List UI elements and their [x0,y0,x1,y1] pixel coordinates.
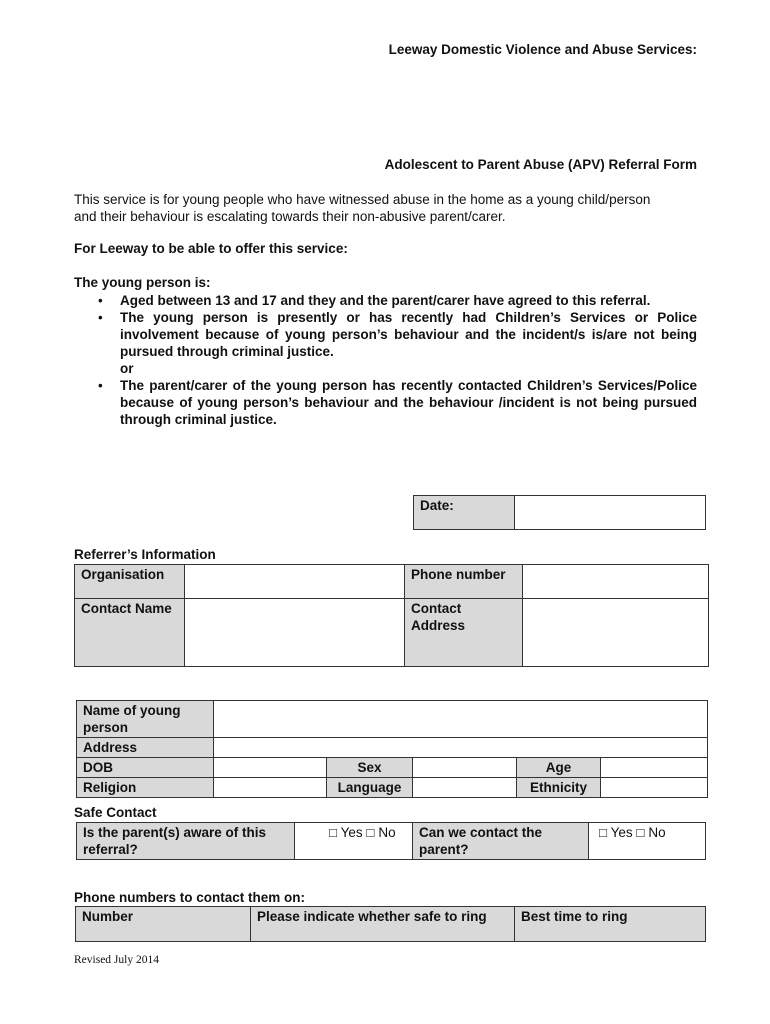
date-label: Date: [414,496,515,530]
organisation-label: Organisation [75,565,185,599]
bullet-icon: • [98,293,103,308]
best-time-header: Best time to ring [515,907,706,942]
sex-label: Sex [327,758,413,778]
date-table [413,495,706,530]
contact-name-field[interactable] [185,599,405,667]
phones-table [75,906,706,942]
phone-number-header: Number [76,907,251,942]
criteria-heading: For Leeway to be able to offer this service: [74,241,348,256]
criteria-or: or [120,361,134,376]
phone-field[interactable] [523,565,709,599]
criteria-subheading: The young person is: [74,275,211,290]
organisation-field[interactable] [185,565,405,599]
religion-field[interactable] [214,778,327,798]
referrer-heading: Referrer’s Information [74,547,216,562]
safe-contact-heading: Safe Contact [74,805,157,820]
parent-aware-checkboxes[interactable]: □ Yes □ No [295,823,413,860]
ethnicity-field[interactable] [601,778,708,798]
intro-paragraph: This service is for young people who have witnessed abuse in the home as a young child/person and their behaviour is escalating towards their non-abusive parent/carer. [74,192,651,224]
age-label: Age [517,758,601,778]
referrer-table [74,564,709,667]
criteria-list [74,292,697,428]
safe-to-ring-header: Please indicate whether safe to ring [251,907,515,942]
sex-field[interactable] [413,758,517,778]
dob-field[interactable] [214,758,327,778]
safe-contact-table [76,822,706,860]
dob-label: DOB [77,758,214,778]
young-person-name-field[interactable] [214,701,708,738]
contact-address-label: Contact Address [405,599,523,667]
parent-aware-label: Is the parent(s) aware of this referral? [77,823,295,860]
contact-parent-checkboxes[interactable]: □ Yes □ No [589,823,706,860]
contact-address-field[interactable] [523,599,709,667]
form-title: Adolescent to Parent Abuse (APV) Referral Form [384,157,697,172]
criteria-item: • The parent/carer of the young person has recently contacted Children’s Services/Police because of young person’s behaviour and the behaviour /incident is not being pursued through criminal justice. [98,378,697,427]
contact-parent-label: Can we contact the parent? [413,823,589,860]
ethnicity-label: Ethnicity [517,778,601,798]
phone-label: Phone number [405,565,523,599]
young-person-table [76,700,708,798]
date-field[interactable] [515,496,706,530]
contact-name-label: Contact Name [75,599,185,667]
bullet-icon: • [98,310,103,325]
age-field[interactable] [601,758,708,778]
org-title: Leeway Domestic Violence and Abuse Services: [388,42,697,57]
phones-heading: Phone numbers to contact them on: [74,890,306,905]
address-label: Address [77,738,214,758]
young-person-name-label: Name of young person [77,701,214,738]
address-field[interactable] [214,738,708,758]
revised-footer: Revised July 2014 [74,954,159,966]
bullet-icon: • [98,378,103,393]
language-field[interactable] [413,778,517,798]
religion-label: Religion [77,778,214,798]
criteria-item: • Aged between 13 and 17 and they and the parent/carer have agreed to this referral. [98,293,651,308]
language-label: Language [327,778,413,798]
criteria-item: • The young person is presently or has recently had Children’s Services or Police involvement because of young person’s behaviour and the incident/s is/are not being pursued through criminal justice. [98,310,697,359]
